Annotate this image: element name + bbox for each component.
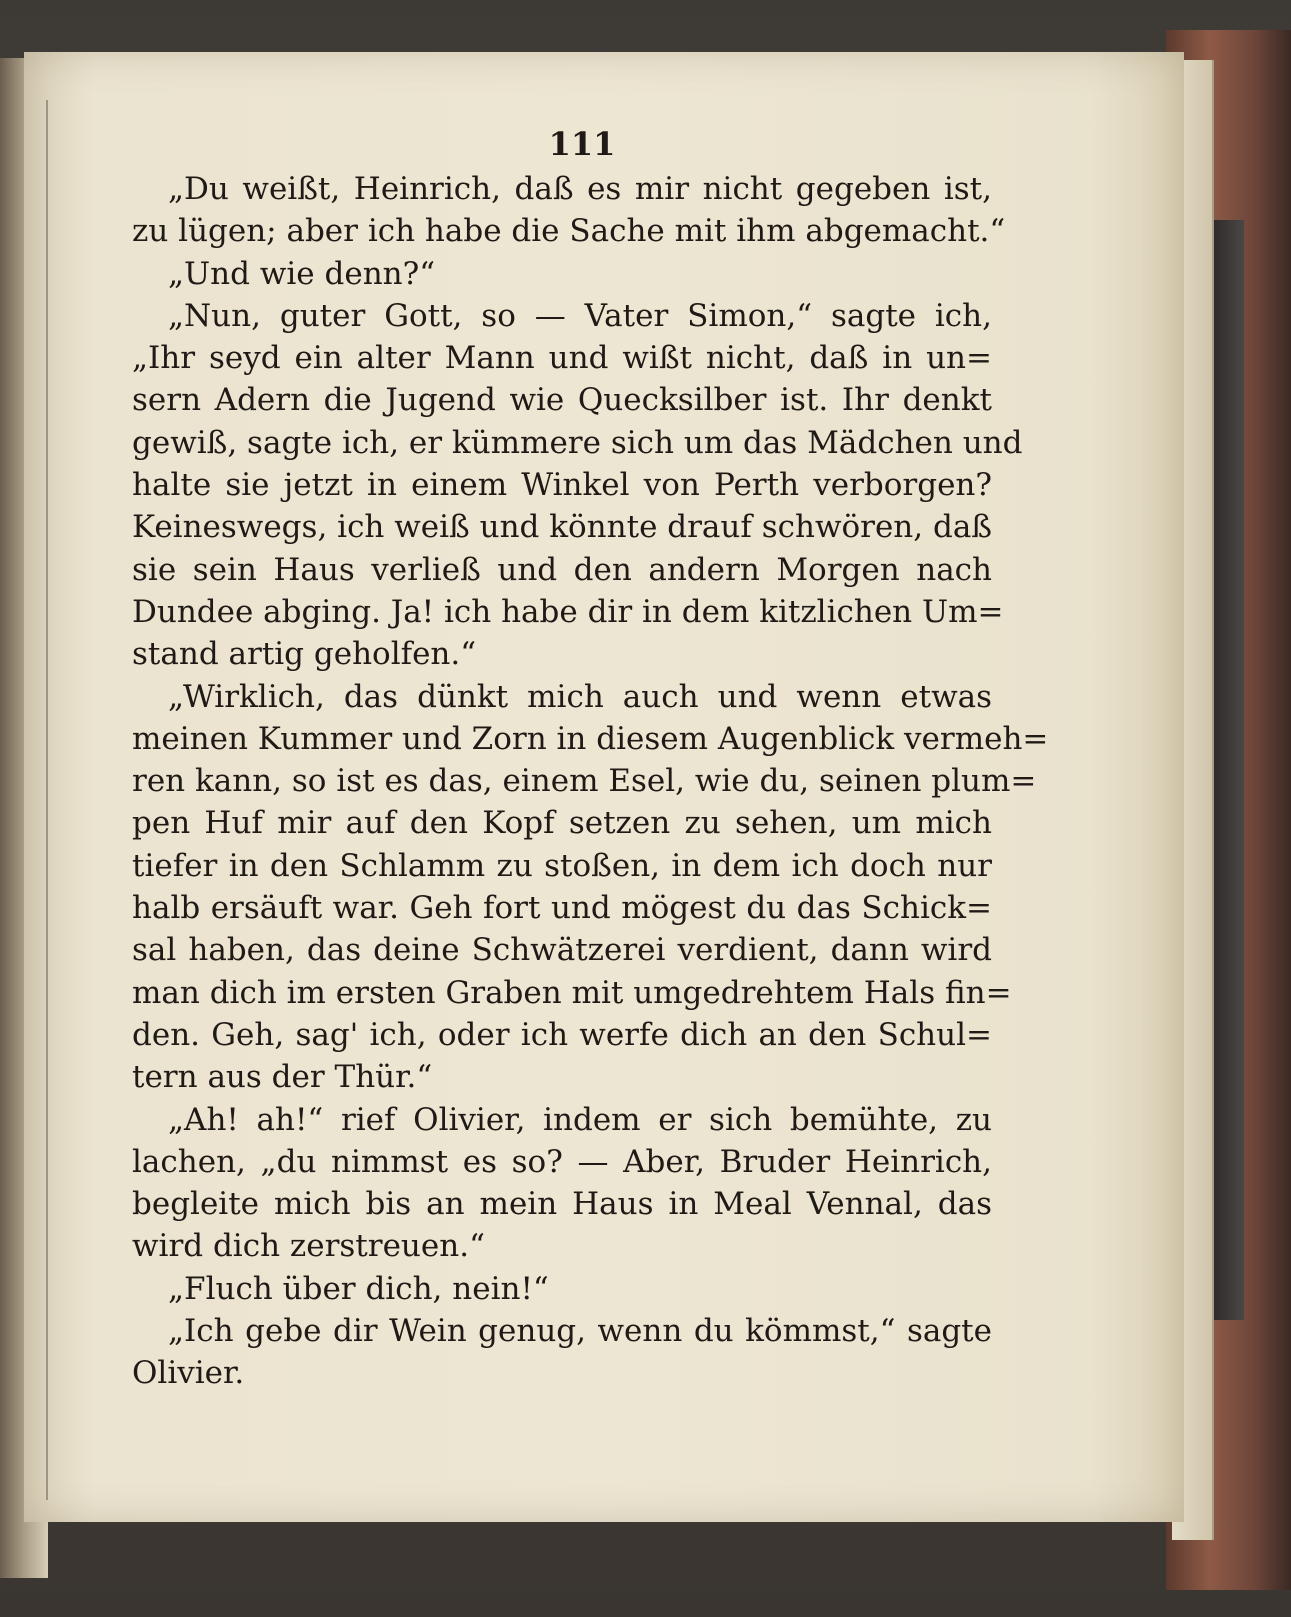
text-line: lachen, „du nimmst es so? — Aber, Bruder Heinrich, — [132, 1143, 992, 1180]
text-line: wird dich zerstreuen.“ — [132, 1228, 485, 1265]
text-line: Olivier. — [132, 1355, 245, 1392]
text-line: ren kann, so ist es das, einem Esel, wie du, seinen plum= — [132, 763, 1037, 800]
text-line: meinen Kummer und Zorn in diesem Augenblick vermeh= — [132, 720, 1049, 757]
page-number: 111 — [548, 125, 616, 163]
book-page — [24, 52, 1184, 1522]
text-line: tiefer in den Schlamm zu stoßen, in dem ich doch nur — [132, 847, 992, 884]
text-line: man dich im ersten Graben mit umgedrehtem Hals fin= — [132, 974, 1012, 1011]
text-line: sal haben, das deine Schwätzerei verdient, dann wird — [132, 932, 992, 969]
text-line: „Wirklich, das dünkt mich auch und wenn etwas — [168, 678, 992, 715]
text-line: Dundee abging. Ja! ich habe dir in dem kitzlichen Um= — [132, 593, 1004, 630]
text-line: zu lügen; aber ich habe die Sache mit ihm abgemacht.“ — [132, 213, 1006, 250]
text-line: sie sein Haus verließ und den andern Morgen nach — [132, 551, 992, 588]
text-line: sern Adern die Jugend wie Quecksilber ist. Ihr denkt — [132, 382, 992, 419]
text-line: „Fluch über dich, nein!“ — [168, 1270, 549, 1307]
text-line: pen Huf mir auf den Kopf setzen zu sehen, um mich — [132, 805, 992, 842]
text-line: „Ich gebe dir Wein genug, wenn du kömmst,“ sagte — [168, 1313, 992, 1350]
text-line: „Ah! ah!“ rief Olivier, indem er sich bemühte, zu — [168, 1101, 992, 1138]
text-line: gewiß, sagte ich, er kümmere sich um das Mädchen und — [132, 424, 1023, 461]
page-text — [132, 122, 1049, 1395]
text-line: den. Geh, sag' ich, oder ich werfe dich an den Schul= — [132, 1016, 992, 1053]
text-line: begleite mich bis an mein Haus in Meal Vennal, das — [132, 1186, 992, 1223]
text-line: „Nun, guter Gott, so — Vater Simon,“ sagte ich, — [168, 297, 992, 334]
text-lines — [132, 168, 1049, 1395]
gutter-line — [46, 100, 48, 1500]
text-line: stand artig geholfen.“ — [132, 636, 477, 673]
text-line: „Und wie denn?“ — [168, 255, 436, 292]
cover-edge — [1214, 220, 1244, 1320]
book-binding — [1166, 30, 1291, 1590]
text-line: „Du weißt, Heinrich, daß es mir nicht gegeben ist, — [168, 171, 992, 207]
text-line: „Ihr seyd ein alter Mann und wißt nicht, daß in un= — [132, 340, 992, 377]
text-line: halte sie jetzt in einem Winkel von Perth verborgen? — [132, 467, 992, 504]
text-line: halb ersäuft war. Geh fort und mögest du das Schick= — [132, 890, 992, 927]
text-line: tern aus der Thür.“ — [132, 1059, 433, 1096]
text-line: Keineswegs, ich weiß und könnte drauf schwören, daß — [132, 509, 993, 546]
